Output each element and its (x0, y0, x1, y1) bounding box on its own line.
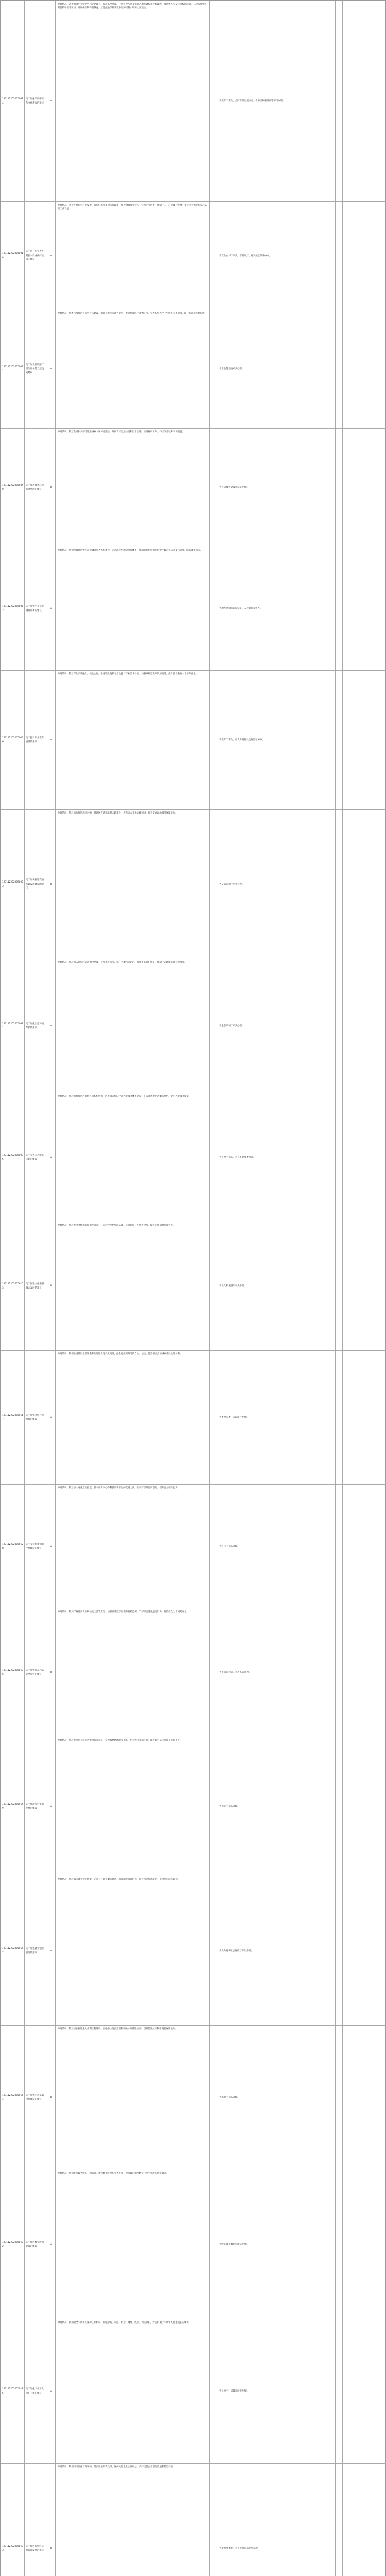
empty-cell (336, 547, 343, 671)
proposal-title-cell: 关于支持科技创新平台建设的建议 (25, 1485, 47, 1608)
empty-cell (210, 2319, 218, 2464)
table-row (1, 310, 386, 429)
empty-cell (343, 671, 386, 810)
empty-cell (343, 1222, 386, 1351)
handling-department-cell: 省民政厅、省教育厅等办理。 (218, 2319, 321, 2464)
category-tag-cell: A (47, 1093, 56, 1222)
empty-cell (210, 547, 218, 671)
proposal-id-cell: 1231122020050157 (1, 1876, 25, 2026)
empty-cell (336, 2319, 343, 2464)
proposal-id-cell: 1231122020050031 (1, 310, 25, 429)
empty-cell (321, 1351, 328, 1485)
handling-department-cell: 省发展改革委、省工业和信息化厅办理。 (218, 2464, 321, 2576)
empty-cell (210, 429, 218, 547)
response-text-cell: 办理情况：我厅推进电子商务进农村综合示范，完善农村物流配送体系，培育农村电商主体，促进农产品上行和工业品下乡。 (56, 1737, 210, 1876)
handling-department-cell: 省水利厅牵头办理。 (218, 2026, 321, 2170)
table-row (1, 1, 386, 202)
proposal-id-cell: 1231122020050193 (1, 2464, 25, 2576)
empty-cell (210, 1, 218, 202)
table-row (1, 810, 386, 959)
proposal-id-cell: 1231122020050095 (1, 1093, 25, 1222)
empty-cell (328, 1351, 336, 1485)
empty-cell (328, 810, 336, 959)
empty-cell (343, 1608, 386, 1737)
table-row (1, 2170, 386, 2319)
response-text-cell: 办理情况：我厅落实就业优先政策，完善公共就业服务体系，加强职业技能培训，扶持创业带动就业，促进重点群体就业。 (56, 1876, 210, 2026)
response-text-cell: 办理情况：我厅加快推进高速公路、普通国省道和农村公路建设，完善综合交通运输网络，提升交通运输服务保障能力。 (56, 810, 210, 959)
proposal-id-cell: 1231122020050136 (1, 1608, 25, 1737)
handling-department-cell: 省民政厅牵头，省卫生健康委协办。 (218, 1093, 321, 1222)
handling-department-cell: 省政务服务数据管理局办理。 (218, 2170, 321, 2319)
empty-cell (343, 2026, 386, 2170)
empty-cell (336, 1093, 343, 1222)
empty-cell (210, 310, 218, 429)
empty-cell (343, 1, 386, 202)
response-text-cell: 办理情况：我们推进基层治理体系和治理能力现代化建设，健全党组织领导的自治、法治、德治相结合的城乡基层治理体系。 (56, 1351, 210, 1485)
proposal-title-cell: 关于加强学校中医药文化教育的建议 (25, 1, 47, 202)
category-tag-cell: A (47, 547, 56, 671)
proposal-title-cell: 关于加大县域医疗卫生服务能力建设的建议 (25, 310, 47, 429)
empty-cell (321, 310, 328, 429)
empty-cell (336, 2170, 343, 2319)
empty-cell (336, 1, 343, 202)
empty-cell (336, 310, 343, 429)
empty-cell (343, 202, 386, 310)
empty-cell (321, 2170, 328, 2319)
empty-cell (321, 810, 328, 959)
table-row (1, 1222, 386, 1351)
empty-cell (210, 202, 218, 310)
empty-cell (336, 202, 343, 310)
response-text-cell: 办理情况：我厅深化产教融合、校企合作，推进职业院校专业设置与产业需求对接，加强双师型教师队伍建设，提升职业教育人才培养质量。 (56, 671, 210, 810)
response-text-cell: 办理情况：针对乡村振兴产业发展，我厅已出台多项扶持政策，加大财政资金投入，完善产业链条，推动一二三产业融合发展，支持特色农业和农产品加工业发展。 (56, 202, 210, 310)
handling-department-cell: 省科技厅牵头办理。 (218, 1485, 321, 1608)
table-row (1, 959, 386, 1093)
proposal-title-cell: 关于推动农村电商发展的建议 (25, 1737, 47, 1876)
proposal-title-cell: 关于加强食品药品安全监管的建议 (25, 1608, 47, 1737)
table-row (1, 2319, 386, 2464)
response-text-cell: 办理情况：关于加强中小学中医药文化教育，我厅高度重视。一是将中医药文化纳入地方课程和校本课程，推动中医药文化进校园活动。二是依托中医药院校和医疗机构，开展中医药科普教育。三是鼓励学校开设中医药兴趣小组和社团活动。 (56, 1, 210, 202)
empty-cell (328, 1, 336, 202)
proposal-id-cell: 1231122020050164 (1, 2026, 25, 2170)
empty-cell (336, 2026, 343, 2170)
empty-cell (321, 1093, 328, 1222)
proposal-title-cell: 关于加强未成年人保护工作的建议 (25, 2319, 47, 2464)
empty-cell (210, 2026, 218, 2170)
empty-cell (321, 2026, 328, 2170)
response-text-cell: 办理情况：我厅加快推进重大水利工程建设，加强中小河流治理和病险水库除险加固，提升防汛抗旱和水资源保障能力。 (56, 2026, 210, 2170)
response-text-cell: 办理情况：我们持续优化营商环境，落实减税降费政策，保护民营企业合法权益，支持民营企业创新发展和转型升级。 (56, 2464, 210, 2576)
proposal-title-cell: 关于加强中小企业融资服务的建议 (25, 547, 47, 671)
empty-cell (321, 959, 328, 1093)
empty-cell (328, 547, 336, 671)
empty-cell (328, 2464, 336, 2576)
empty-cell (328, 2026, 336, 2170)
proposal-title-cell: 关于提升职业教育质量的建议 (25, 671, 47, 810)
empty-cell (336, 2464, 343, 2576)
proposal-id-cell: 1231122020050040 (1, 429, 25, 547)
table-row (1, 1737, 386, 1876)
empty-cell (336, 1608, 343, 1737)
empty-cell (328, 671, 336, 810)
proposal-title-cell: 关于加强生态环境保护的建议 (25, 959, 47, 1093)
empty-cell (328, 2170, 336, 2319)
empty-cell (321, 1608, 328, 1737)
empty-cell (328, 2319, 336, 2464)
empty-cell (321, 1485, 328, 1608)
table-row (1, 202, 386, 310)
proposal-title-cell: 关于促进文化旅游融合发展的建议 (25, 1222, 47, 1351)
empty-cell (343, 1351, 386, 1485)
empty-cell (343, 1876, 386, 2026)
proposal-table-body (1, 1, 386, 2576)
category-tag-cell: A (47, 959, 56, 1093)
proposal-title-cell: 关于促进民营经济高质量发展的建议 (25, 2464, 47, 2576)
proposal-id-cell: 1231122020050081 (1, 959, 25, 1093)
empty-cell (328, 1222, 336, 1351)
handling-department-cell: 省委政法委、省民政厅办理。 (218, 1351, 321, 1485)
handling-department-cell: 省商务厅牵头办理。 (218, 1737, 321, 1876)
empty-cell (343, 429, 386, 547)
proposal-id-cell: 1231122020050172 (1, 2170, 25, 2319)
empty-cell (321, 2464, 328, 2576)
empty-cell (343, 2464, 386, 2576)
empty-cell (336, 1351, 343, 1485)
empty-cell (321, 1222, 328, 1351)
empty-cell (328, 1608, 336, 1737)
handling-department-cell: 省教育厅牵头，会同省卫生健康委、省中医药管理局等部门办理。 (218, 1, 321, 202)
category-tag-cell: B (47, 2026, 56, 2170)
proposal-id-cell: 1231122020050014 (1, 1, 25, 202)
empty-cell (210, 1485, 218, 1608)
empty-cell (328, 429, 336, 547)
response-text-cell: 办理情况：我们积极推进中小企业融资服务体系建设，完善政府性融资担保体系，推动银行机构加大对中小微企业信贷支持力度，降低融资成本。 (56, 547, 210, 671)
empty-cell (321, 1876, 328, 2026)
empty-cell (210, 810, 218, 959)
empty-cell (210, 2464, 218, 2576)
category-tag-cell: A (47, 1485, 56, 1608)
empty-cell (336, 959, 343, 1093)
table-row (1, 1876, 386, 2026)
response-text-cell: 办理情况：我厅推进文化和旅游深度融合，打造特色文化旅游品牌，完善旅游公共服务设施，促进文旅消费提质扩容。 (56, 1222, 210, 1351)
proposal-table (1, 1, 386, 2576)
empty-cell (343, 1093, 386, 1222)
category-tag-cell: A (47, 671, 56, 810)
empty-cell (336, 429, 343, 547)
empty-cell (328, 1876, 336, 2026)
empty-cell (328, 959, 336, 1093)
empty-cell (336, 1737, 343, 1876)
response-text-cell: 办理情况：我委持续推进县域医共体建设，加强县级医院能力提升，推动优质医疗资源下沉，完善基层医疗卫生服务体系建设，提升群众就医获得感。 (56, 310, 210, 429)
empty-cell (336, 1485, 343, 1608)
response-text-cell: 办理情况：我们推进政务服务一网通办，加强数据共享和业务协同，提升政府治理数字化水平和政务服务效能。 (56, 2170, 210, 2319)
proposal-title-cell: 关于加强基层社会治理的建议 (25, 1351, 47, 1485)
empty-cell (343, 1737, 386, 1876)
category-tag-cell: A (47, 1737, 56, 1876)
empty-cell (336, 1876, 343, 2026)
response-text-cell: 办理情况：我厅加快推进居家社区机构相协调、医养康养相结合的养老服务体系建设，扩大普惠型养老服务供给，提升养老服务质量。 (56, 1093, 210, 1222)
category-tag-cell: B (47, 2464, 56, 2576)
empty-cell (343, 2170, 386, 2319)
empty-cell (343, 1485, 386, 1608)
proposal-id-cell: 1231122020050128 (1, 1485, 25, 1608)
proposal-id-cell: 1231122020050052 (1, 547, 25, 671)
empty-cell (328, 310, 336, 429)
proposal-title-cell: 关于加强水利基础设施建设的建议 (25, 2026, 47, 2170)
empty-cell (343, 310, 386, 429)
empty-cell (328, 202, 336, 310)
category-tag-cell: B (47, 810, 56, 959)
category-tag-cell: A (47, 310, 56, 429)
empty-cell (210, 1093, 218, 1222)
table-row (1, 429, 386, 547)
category-tag-cell: B (47, 429, 56, 547)
category-tag-cell: A (47, 2319, 56, 2464)
handling-department-cell: 省教育厅牵头，省人力资源社会保障厅协办。 (218, 671, 321, 810)
handling-department-cell: 省文化和旅游厅牵头办理。 (218, 1222, 321, 1351)
empty-cell (336, 671, 343, 810)
table-row (1, 1485, 386, 1608)
empty-cell (321, 547, 328, 671)
category-tag-cell: A (47, 2170, 56, 2319)
category-tag-cell: A (47, 202, 56, 310)
empty-cell (210, 1876, 218, 2026)
category-tag-cell: A (47, 1351, 56, 1485)
handling-department-cell: 省生态环境厅牵头办理。 (218, 959, 321, 1093)
category-tag-cell: A (47, 1, 56, 202)
proposal-title-cell: 关于推进数字政府建设的建议 (25, 2170, 47, 2319)
empty-cell (343, 2319, 386, 2464)
table-row (1, 1093, 386, 1222)
proposal-id-cell: 1231122020050185 (1, 2319, 25, 2464)
table-row (1, 671, 386, 810)
empty-cell (210, 1608, 218, 1737)
handling-department-cell: 省农业农村厅牵头，省财政厅、省发展改革委协办。 (218, 202, 321, 310)
handling-department-cell: 省地方金融监管局牵头，人民银行等协办。 (218, 547, 321, 671)
proposal-id-cell: 1231122020050149 (1, 1737, 25, 1876)
handling-department-cell: 省市场监管局、省药监局办理。 (218, 1608, 321, 1737)
response-text-cell: 办理情况：我厅会同相关部门推进城乡人居环境整治，开展农村生活垃圾和污水治理，推进厕所革命，持续改善城乡环境面貌。 (56, 429, 210, 547)
response-text-cell: 办理情况：我们健全未成年人保护工作机制，加强学校、家庭、社会、网络、政府、司法保护，营造有利于未成年人健康成长的环境。 (56, 2319, 210, 2464)
table-row (1, 2026, 386, 2170)
handling-department-cell: 省人力资源社会保障厅牵头办理。 (218, 1876, 321, 2026)
handling-department-cell: 省交通运输厅牵头办理。 (218, 810, 321, 959)
table-row (1, 547, 386, 671)
empty-cell (321, 1, 328, 202)
table-row (1, 2464, 386, 2576)
empty-cell (336, 810, 343, 959)
empty-cell (336, 1222, 343, 1351)
empty-cell (321, 429, 328, 547)
proposal-id-cell: 1231122020050073 (1, 810, 25, 959)
proposal-title-cell: 关于完善养老服务体系的建议 (25, 1093, 47, 1222)
empty-cell (343, 547, 386, 671)
category-tag-cell: B (47, 1222, 56, 1351)
empty-cell (328, 1737, 336, 1876)
empty-cell (210, 1222, 218, 1351)
proposal-title-cell: 关于进一步完善乡村振兴产业扶持政策的建议 (25, 202, 47, 310)
empty-cell (328, 1485, 336, 1608)
empty-cell (321, 202, 328, 310)
table-row (1, 1351, 386, 1485)
empty-cell (210, 2170, 218, 2319)
empty-cell (343, 810, 386, 959)
handling-department-cell: 省卫生健康委牵头办理。 (218, 310, 321, 429)
empty-cell (210, 1737, 218, 1876)
proposal-title-cell: 关于推进城乡环境综合整治的建议 (25, 429, 47, 547)
proposal-id-cell: 1231122020050103 (1, 1222, 25, 1351)
handling-department-cell: 省住房城乡建设厅牵头办理。 (218, 429, 321, 547)
proposal-title-cell: 关于加快推进交通基础设施建设的建议 (25, 810, 47, 959)
response-text-cell: 办理情况：我厅加大对重点实验室、技术创新中心等科技创新平台的支持力度，推动产学研协同创新，提升自主创新能力。 (56, 1485, 210, 1608)
category-tag-cell: B (47, 1608, 56, 1737)
category-tag-cell: A (47, 1876, 56, 2026)
empty-cell (210, 671, 218, 810)
proposal-title-cell: 关于加强就业创业服务的建议 (25, 1876, 47, 2026)
proposal-id-cell: 1231122020050018 (1, 202, 25, 310)
table-row (1, 1608, 386, 1737)
empty-cell (210, 959, 218, 1093)
proposal-id-cell: 1231122020050066 (1, 671, 25, 810)
proposal-id-cell: 1231122020050117 (1, 1351, 25, 1485)
empty-cell (321, 671, 328, 810)
empty-cell (328, 1093, 336, 1222)
empty-cell (343, 959, 386, 1093)
empty-cell (321, 1737, 328, 1876)
response-text-cell: 办理情况：我局严格落实食品药品安全监管责任，加强日常监督检查和抽检监测，严厉打击违法违规行为，保障群众饮食用药安全。 (56, 1608, 210, 1737)
empty-cell (321, 2319, 328, 2464)
empty-cell (210, 1351, 218, 1485)
response-text-cell: 办理情况：我厅深入打好污染防治攻坚战，持续推进大气、水、土壤污染防治，加强生态保护修复，推动生态环境质量持续改善。 (56, 959, 210, 1093)
